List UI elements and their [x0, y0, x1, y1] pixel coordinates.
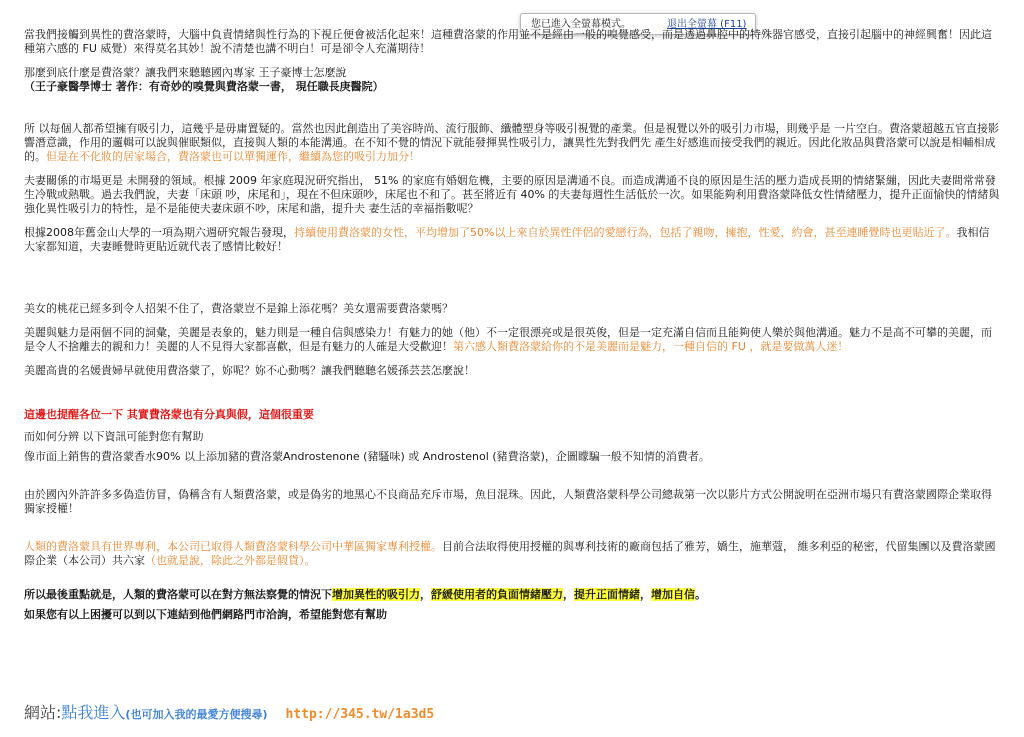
paragraph-patent: [24, 540, 1000, 568]
paragraph-attraction: [24, 122, 1000, 164]
paragraph-marriage: 夫妻關係的市場更是 未開發的領域。根據 2009 年家庭現況研究指出， 51% 的家庭有婚姻危機，主要的原因是溝通不良。而造成溝通不良的原因是生活的壓力造成長期的情緒緊繃，因此夫妻間常常發生冷戰或熱戰。過去我們說，夫妻「床頭 吵，床尾和」，現在不但床頭吵，床尾也不和了。甚至將近有 40% 的夫妻每週性生活低於一次。如果能夠利用費洛蒙降低女性情緒壓力，提升正面愉快的情緒與強化異性吸引力的特性，是不是能使夫妻床頭不吵，床尾和諧，提升夫 妻生活的幸福指數呢？: [24, 174, 1000, 215]
enter-site-link[interactable]: 點我進入: [61, 703, 126, 722]
conclusion-contact-line: 如果您有以上困擾可以到以下連結到他們網路門市洽詢，希望能對您有幫助: [24, 608, 387, 621]
intro-paragraph: 當我們接觸到異性的費洛蒙時，大腦中負責情緒與性行為的下視丘便會被活化起來！這種費洛蒙的作用並不是經由一般的嗅覺感受，而是透過鼻腔中的特殊器官感受，直接引起腦中的神經興奮！因此這種第六感的 FU 威覺）來得莫名其妙！說不清楚也講不明白！可是卻令人充滿期待！: [24, 28, 992, 55]
warning-heading: 這邊也提醒各位一下 其實費洛蒙也有分真與假，這個很重要: [24, 408, 314, 421]
conclusion-end: 。: [695, 588, 706, 601]
conclusion-text: 所以最後重點就是，人類的費洛蒙可以在對方無法察覺的情況下: [24, 588, 332, 601]
paragraph-study: [24, 226, 1000, 254]
article-body: [24, 28, 1000, 622]
paragraph-study-highlight: 持續使用費洛蒙的女性，平均增加了50%以上來自於異性伴侶的愛戀行為，包括了親吻，擁抱，性愛，約會，甚至連睡覺時也更貼近了。: [294, 226, 957, 239]
warning-line-2: 像市面上銷售的費洛蒙香水90% 以上添加豬的費洛蒙Androstenone (豬騷味) 或 Androstenol (豬費洛蒙)，企圖矇騙一般不知情的消費者。: [24, 450, 710, 463]
paragraph-patent-text: 目前合法取得使用授權的與專利技術的廠商包括了雅芳，嬌生，施華蔻， 維多利亞的秘密，代留集團以及費洛蒙國際企業（本公司）共六家: [24, 540, 996, 567]
question-line: 那麼到底什麼是費洛蒙？讓我們來聽聽國內專家 王子豪博士怎麼說: [24, 66, 347, 79]
paragraph-charm-highlight: 第六感人類費洛蒙給你的不是美麗而是魅力，一種自信的 FU ，就是要做萬人迷！: [453, 340, 849, 353]
paragraph-attraction-highlight: 但是在不化妝的居家場合，費洛蒙也可以單獨運作，繼續為您的吸引力加分！: [46, 150, 420, 163]
paragraph-charm: [24, 326, 1000, 354]
paragraph-study-text: 根據2008年舊金山大學的一項為期六週研究報告發現，: [24, 226, 294, 239]
website-line: [24, 703, 624, 728]
conclusion-sep-3: ，: [640, 588, 651, 601]
site-url-link[interactable]: http://345.tw/1a3d5: [285, 707, 435, 722]
highlight-positive-mood: 提升正面情緒: [574, 588, 640, 601]
highlight-confidence: 增加自信: [651, 588, 695, 601]
conclusion-sep-2: ，: [563, 588, 574, 601]
paragraph-beauty-question: 美女的桃花已經多到令人招架不住了，費洛蒙豈不是錦上添花嗎？美女還需要費洛蒙嗎？: [24, 302, 453, 315]
website-prefix: 網站:: [24, 703, 62, 722]
fullscreen-notice-text: 您已進入全螢幕模式。: [531, 19, 631, 30]
paragraph-attraction-text: 所 以每個人都希望擁有吸引力，這幾乎是毋庸置疑的。當然也因此創造出了美容時尚、流行服飾、纖體塑身等吸引視覺的產業。但是視覺以外的吸引力市場，則幾乎是 一片空白。費洛蒙超越五官直接影響潛意識，作用的邏輯可以說與催眠類似，直接與人類的本能溝通。在不知不覺的情況下就能發揮異性吸引力，讓異性先對我們先 產生好感進而接受我們的親近。因此化妝品與費洛蒙可以說是相輔相成的。: [24, 122, 999, 163]
bookmark-note: (也可加入我的最愛方便搜尋): [125, 708, 268, 721]
warning-line-1: 而如何分辨 以下資訊可能對您有幫助: [24, 430, 204, 443]
paragraph-patent-note: （也就是說，除此之外都是假貨）。: [145, 554, 316, 567]
exit-fullscreen-link[interactable]: 退出全螢幕 (F11): [667, 19, 747, 30]
highlight-stress-relief: 舒緩使用者的負面情緒壓力: [431, 588, 563, 601]
paragraph-charm-text: 美麗與魅力是兩個不同的詞彙，美麗是表象的，魅力則是一種自信與感染力！有魅力的她（他）不一定很漂亮或是很英俊，但是一定充滿自信而且能夠使人樂於與他溝通。魅力不是高不可攀的美麗，而是令人不捨離去的親和力！美麗的人不見得大家都喜歡，但是有魅力的人確是大受歡迎！: [24, 326, 992, 353]
paragraph-counterfeit: 由於國內外許許多多偽造仿冒，偽稱含有人類費洛蒙，或是偽劣的地黑心不良商品充斥市場，魚目混珠。因此，人類費洛蒙科學公司總裁第一次以影片方式公開說明在亞洲市場只有費洛蒙國際企業取得獨家授權！: [24, 488, 992, 515]
book-credit: （王子豪醫學博士 著作：有奇妙的嗅覺與費洛蒙一書， 現任職長庚醫院）: [24, 80, 384, 93]
conclusion-line: [24, 588, 1000, 602]
paragraph-patent-highlight: 人類的費洛蒙具有世界專利，本公司已取得人類費洛蒙科學公司中華區獨家專利授權。: [24, 540, 442, 553]
conclusion-sep-1: ，: [420, 588, 431, 601]
paragraph-study-text-end: 我相信大家都知道，夫妻睡覺時更貼近就代表了感情比較好！: [24, 226, 990, 253]
highlight-attraction: 增加異性的吸引力: [332, 588, 420, 601]
paragraph-celebrity: 美麗高貴的名媛貴婦早就使用費洛蒙了，妳呢？妳不心動嗎？讓我們聽聽名媛孫芸芸怎麼說！: [24, 364, 475, 377]
